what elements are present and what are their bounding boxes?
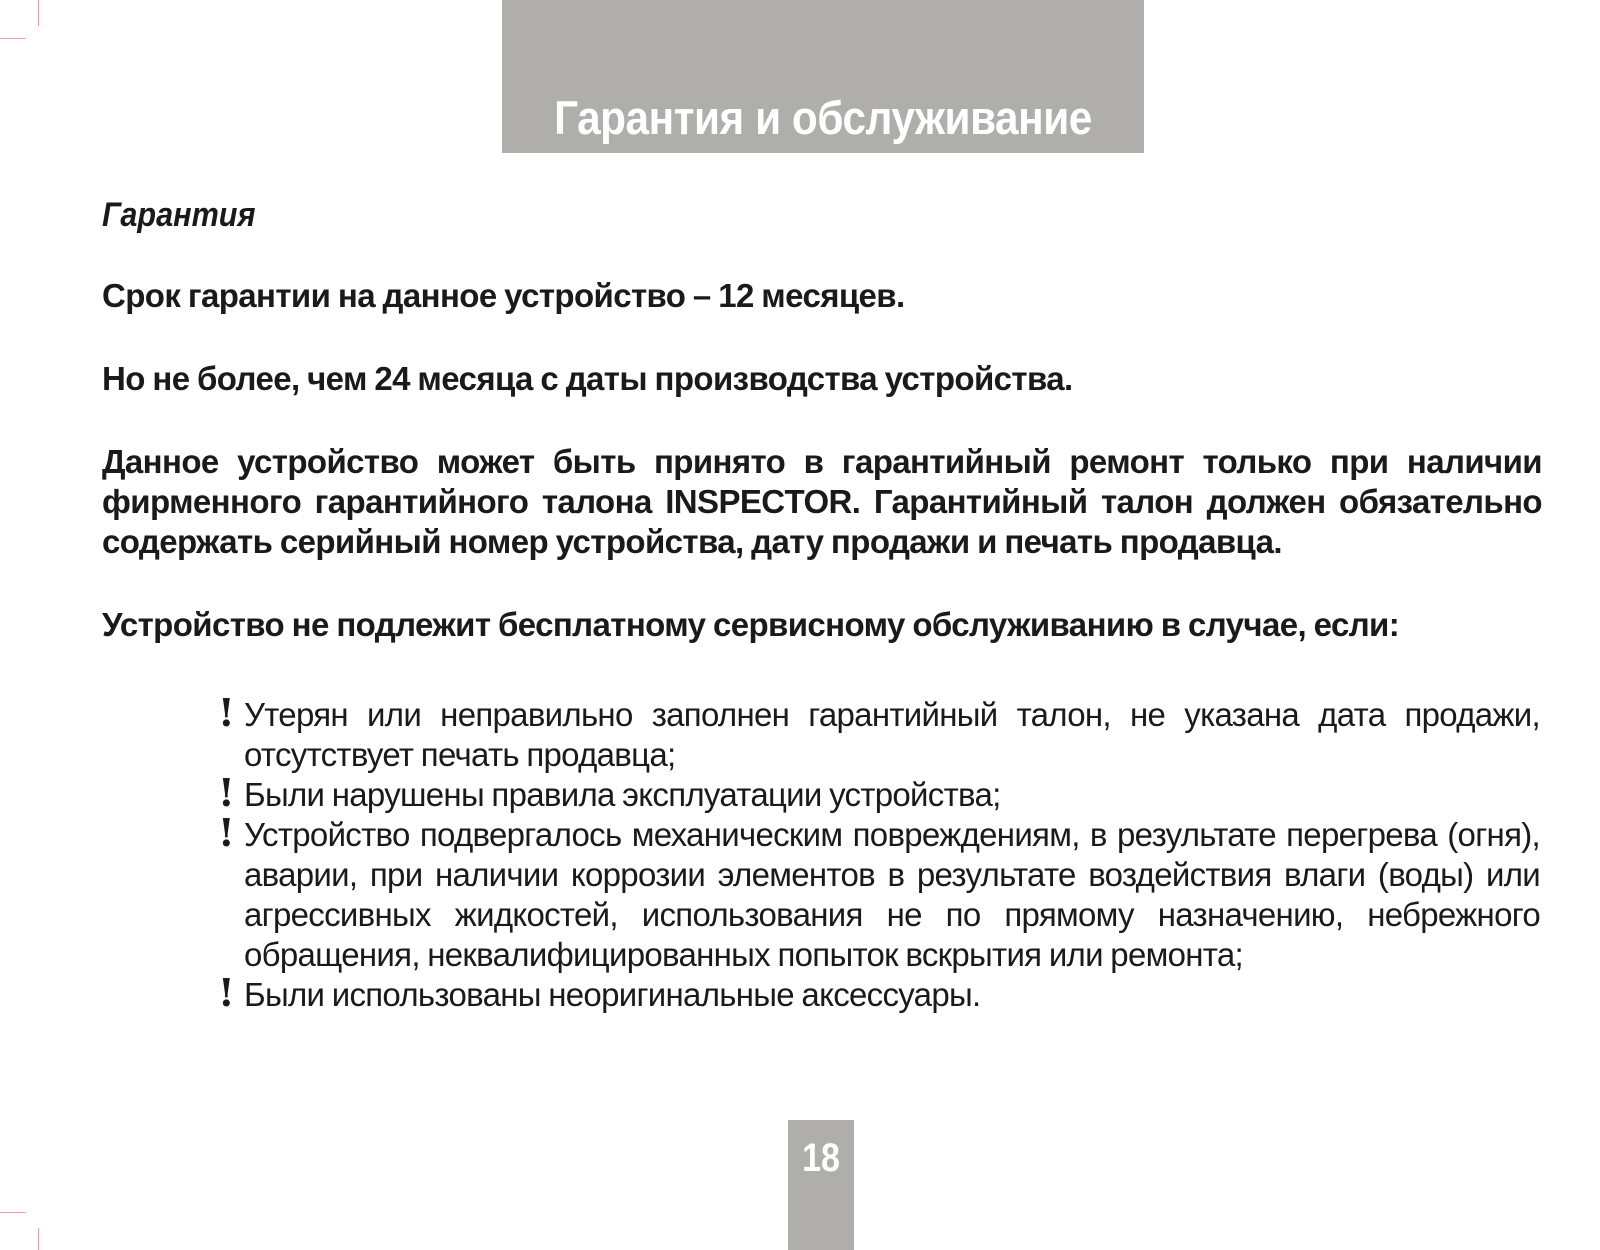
- page-number-tab: [788, 1120, 854, 1250]
- page-number: 18: [802, 1136, 840, 1180]
- crop-mark: [38, 0, 39, 26]
- crop-mark: [38, 1228, 39, 1250]
- crop-mark: [0, 38, 26, 39]
- exclamation-icon: !: [218, 810, 234, 855]
- list-item: [218, 970, 1540, 1015]
- exclamation-icon: !: [218, 970, 234, 1015]
- list-item-text: Утерян или неправильно заполнен гарантийный талон, не указана дата продажи, отсутствует печать продавца;: [244, 696, 1540, 773]
- warranty-conditions-text: Данное устройство может быть принято в гарантийный ремонт только при наличии фирменного гарантийного талона INSPECTOR. Гарантийный талон должен обязательно содержать серийный номер устройства, дату продажи и печать продавца.: [102, 443, 1542, 560]
- crop-mark: [0, 1212, 26, 1213]
- exclamation-icon: !: [218, 690, 234, 735]
- warranty-limit-text: Но не более, чем 24 месяца с даты производства устройства.: [102, 360, 1073, 397]
- list-item: [218, 810, 1540, 975]
- exclamation-icon: !: [218, 770, 234, 815]
- section-title: Гарантия: [102, 196, 256, 234]
- header-tab: [502, 0, 1144, 153]
- exclusions-intro-text: Устройство не подлежит бесплатному сервисному обслуживанию в случае, если:: [102, 606, 1400, 643]
- list-item: [218, 690, 1540, 775]
- main-content: [102, 196, 1542, 688]
- page-title: Гарантия и обслуживание: [554, 91, 1092, 144]
- list-item-text: Были использованы неоригинальные аксессуары.: [244, 976, 981, 1013]
- list-item-text: Были нарушены правила эксплуатации устройства;: [244, 776, 1001, 813]
- list-item-text: Устройство подвергалось механическим повреждениям, в результате перегрева (огня), аварии, при наличии коррозии элементов в результате воздействия влаги (воды) или агрессивных жидкостей, использования не по прямому назначению, небрежного обращения, неквалифицированных попыток вскрытия или ремонта;: [244, 816, 1540, 973]
- list-item: [218, 770, 1540, 815]
- exclusions-list: [218, 690, 1540, 1015]
- warranty-period-text: Срок гарантии на данное устройство – 12 месяцев.: [102, 277, 905, 314]
